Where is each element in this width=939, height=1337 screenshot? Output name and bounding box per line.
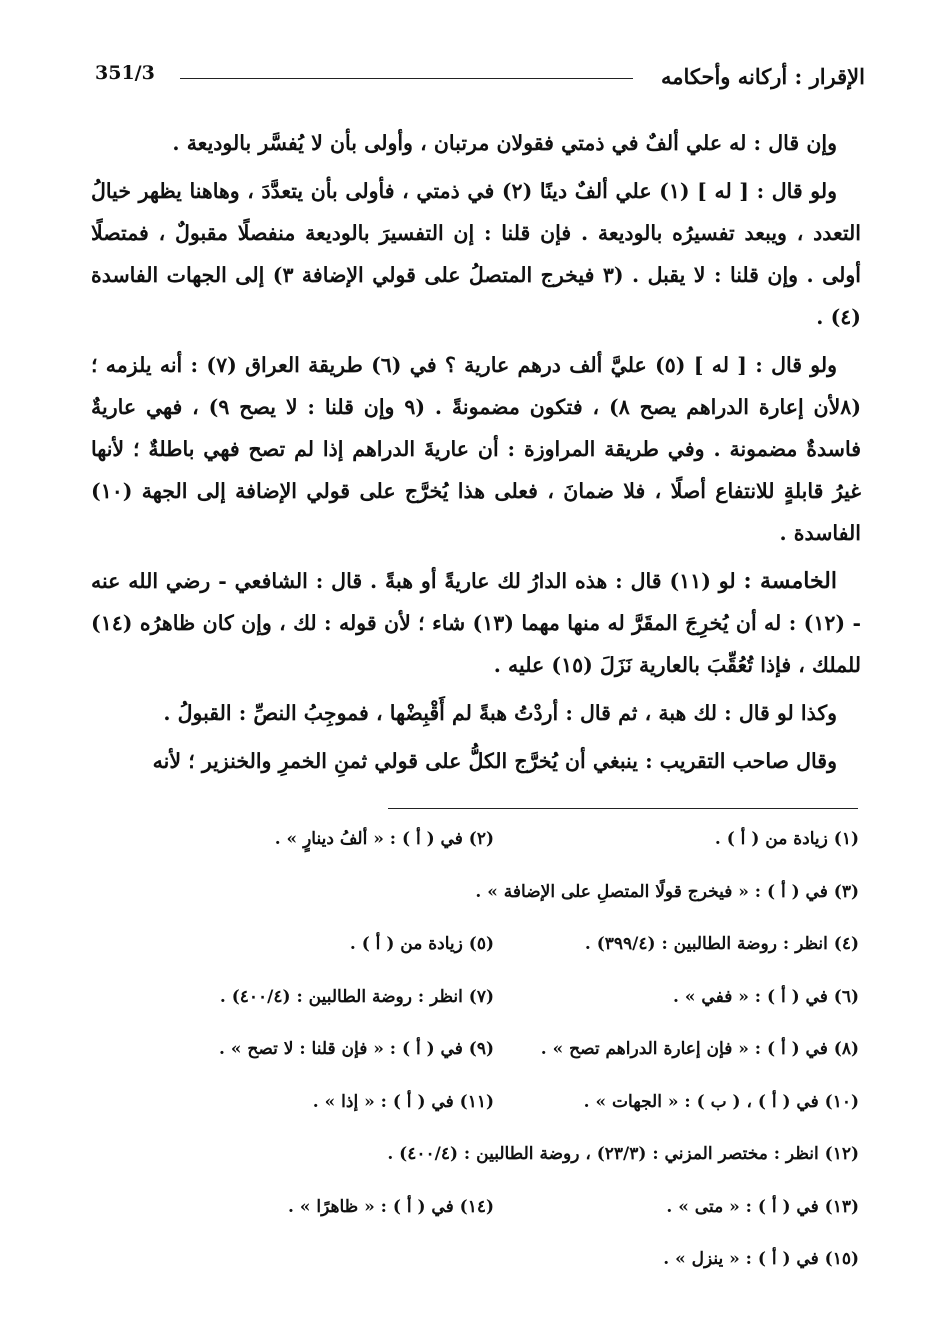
footnote-row bbox=[139, 1039, 859, 1092]
footnote-8: (٨) في ( أ ) : « فإن إعارة الدراهم تصح » . bbox=[540, 1039, 859, 1059]
footnote-row bbox=[139, 1197, 859, 1250]
footnote-2: (٢) في ( أ ) : « ألفُ دينارٍ » . bbox=[274, 829, 494, 849]
footnote-11: (١١) في ( أ ) : « إذا » . bbox=[312, 1091, 494, 1112]
footnote-3: (٣) في ( أ ) : « فيخرج قولًا المتصلِ على الإضافة » . bbox=[475, 881, 859, 902]
paragraph-1: وإن قال : له علي ألفٌ في ذمتي فقولان مرتبان ، وأولى بأن لا يُفسَّر بالوديعة . bbox=[172, 131, 837, 155]
running-header bbox=[95, 58, 865, 98]
footnote-row bbox=[139, 934, 859, 987]
paragraph-6: وقال صاحب التقريب : ينبغي أن يُخرَّج الكلُّ على قولي ثمنِ الخمرِ والخنزير ؛ لأنه bbox=[152, 749, 837, 773]
paragraph-4-text: لو (١١) قال : هذه الدارُ لك عاريةً أو هبةً . قال : الشافعي - رضي الله عنه - (١٢) : له أن يُخرِجَ المقَرَّ له منها مهما (١٣) شاء ؛ لأن قوله : لك ، وإن كان ظاهرُه (١٤) للملك ، فإذا تُعُقِّبَ بالعارية نَزَلَ (١٥) عليه . bbox=[91, 569, 861, 677]
footnote-7: (٧) انظر : روضة الطالبين : (٤٠٠/٤) . bbox=[219, 986, 494, 1007]
header-rule bbox=[180, 78, 633, 79]
footnote-9: (٩) في ( أ ) : « فإن قلنا : لا تصح » . bbox=[219, 1039, 494, 1059]
footnote-14: (١٤) في ( أ ) : « ظاهرًا » . bbox=[288, 1196, 494, 1217]
footnote-row bbox=[139, 1092, 859, 1145]
section-lead: الخامسة : bbox=[743, 568, 837, 594]
footnotes bbox=[139, 829, 859, 1302]
footnote-4: (٤) انظر : روضة الطالبين : (٣٩٩/٤) . bbox=[584, 934, 859, 954]
footnote-1: (١) زيادة من ( أ ) . bbox=[714, 829, 859, 849]
footnote-separator bbox=[388, 808, 858, 809]
footnote-row bbox=[139, 882, 859, 935]
page-number: 351/3 bbox=[95, 62, 155, 84]
footnote-5: (٥) زيادة من ( أ ) . bbox=[349, 934, 494, 954]
footnote-row bbox=[139, 829, 859, 882]
paragraph-4 bbox=[91, 560, 861, 686]
footnote-row bbox=[139, 987, 859, 1040]
footnote-6: (٦) في ( أ ) : « ففي » . bbox=[673, 986, 859, 1007]
footnote-10: (١٠) في ( أ ) ، ( ب ) : « الجهات » . bbox=[583, 1091, 859, 1112]
footnote-15: (١٥) في ( أ ) : « ينزل » . bbox=[663, 1249, 859, 1269]
footnote-row bbox=[139, 1249, 859, 1302]
chapter-title: الإقرار : أركانه وأحكامه bbox=[660, 64, 865, 89]
paragraph-3: ولو قال : [ له ] (٥) عليَّ ألف درهم عارية ؟ في (٦) طريقة العراق (٧) : أنه يلزمه ؛ (٨لأن إعارة الدراهم يصح ٨) ، فتكون مضمونةً . (٩ وإن قلنا : لا يصح ٩) ، فهي عاريةٌ فاسدةٌ مضمونة . وفي طريقة المراوزة : أن عاريةَ الدراهم إذا لم تصح فهي باطلةٌ ؛ لأنها غيرُ قابلةٍ للانتفاع أصلًا ، فلا ضمانَ ، فعلى هذا يُخرَّج على قولي الإضافة إلى الجهة (١٠) الفاسدة . bbox=[91, 353, 862, 545]
footnote-12: (١٢) انظر : مختصر المزني : (٢٣/٣) ، روضة الطالبين : (٤٠٠/٤) . bbox=[387, 1144, 859, 1164]
footnote-row bbox=[139, 1144, 859, 1197]
paragraph-2: ولو قال : [ له ] (١) علي ألفٌ دينًا (٢) في ذمتي ، فأولى بأن يتعدَّدَ ، وهاهنا يظهر خيالُ التعدد ، ويبعد تفسيرُه بالوديعة . فإن قلنا : إن التفسيرَ بالوديعة منفصلًا مقبولٌ ، فمتصلًا أولى . وإن قلنا : لا يقبل . (٣ فيخرج المتصلُ على قولي الإضافة ٣) إلى الجهات الفاسدة (٤) . bbox=[91, 179, 862, 329]
footnote-13: (١٣) في ( أ ) : « متى » . bbox=[666, 1196, 859, 1217]
paragraph-5: وكذا لو قال : لك هبة ، ثم قال : أردْتُ هبةً لم أَقْبِضْها ، فموجِبُ النصِّ : القبولُ . bbox=[163, 701, 837, 725]
main-text bbox=[91, 122, 861, 782]
